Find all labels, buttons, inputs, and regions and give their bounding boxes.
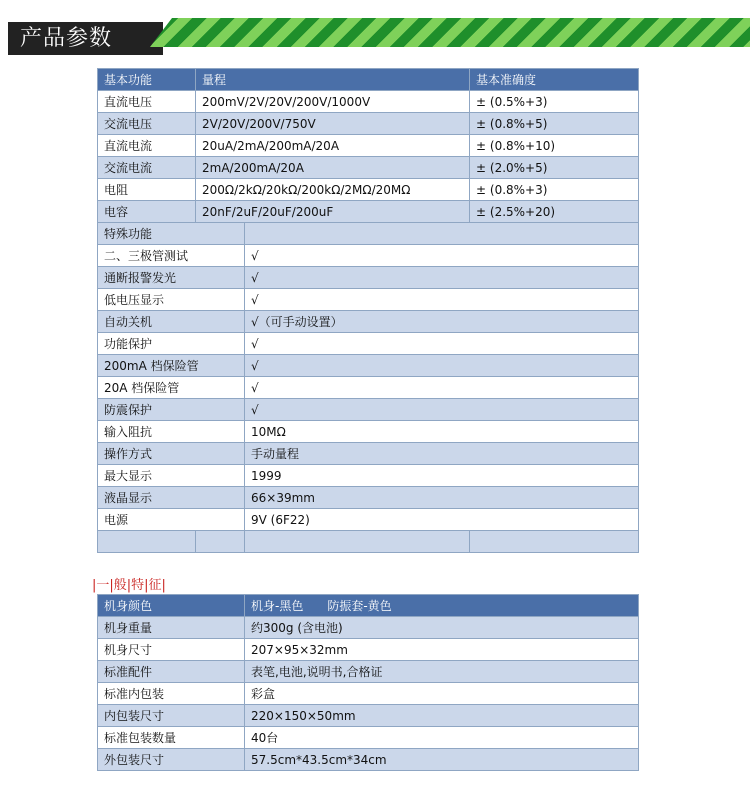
row-label: 电阻 — [98, 179, 196, 201]
row-label: 交流电流 — [98, 157, 196, 179]
row-value: √ — [245, 333, 639, 355]
row-label: 20A 档保险管 — [98, 377, 245, 399]
row-value: √ — [245, 245, 639, 267]
row-value: 手动量程 — [245, 443, 639, 465]
row-value: √ — [245, 267, 639, 289]
row-label: 低电压显示 — [98, 289, 245, 311]
row-label: 功能保护 — [98, 333, 245, 355]
row-label: 电容 — [98, 201, 196, 223]
row-value: 9V (6F22) — [245, 509, 639, 531]
table-row — [98, 377, 639, 399]
section-header — [0, 14, 750, 54]
col-header-range: 量程 — [196, 69, 470, 91]
empty-cell — [470, 531, 639, 553]
row-value: 1999 — [245, 465, 639, 487]
table-row — [98, 749, 639, 771]
special-header: 特殊功能 — [98, 223, 245, 245]
row-value: 40台 — [245, 727, 639, 749]
row-value: 彩盒 — [245, 683, 639, 705]
table-row — [98, 487, 639, 509]
row-label: 直流电压 — [98, 91, 196, 113]
row-label: 标准配件 — [98, 661, 245, 683]
special-header-row — [98, 223, 639, 245]
table-row — [98, 355, 639, 377]
table-row — [98, 727, 639, 749]
row-range: 20uA/2mA/200mA/20A — [196, 135, 470, 157]
row-range: 200mV/2V/20V/200V/1000V — [196, 91, 470, 113]
table-row — [98, 399, 639, 421]
table-row — [98, 705, 639, 727]
row-value: √ — [245, 377, 639, 399]
row-label: 最大显示 — [98, 465, 245, 487]
row-value: 57.5cm*43.5cm*34cm — [245, 749, 639, 771]
row-label: 直流电流 — [98, 135, 196, 157]
row-label: 标准内包装 — [98, 683, 245, 705]
row-label: 电源 — [98, 509, 245, 531]
row-value: 207×95×32mm — [245, 639, 639, 661]
row-label: 液晶显示 — [98, 487, 245, 509]
col-header-function: 基本功能 — [98, 69, 196, 91]
empty-cell — [245, 531, 470, 553]
row-value: 表笔,电池,说明书,合格证 — [245, 661, 639, 683]
spec-table-header — [98, 69, 639, 91]
row-range: 2V/20V/200V/750V — [196, 113, 470, 135]
decorative-stripe — [150, 18, 750, 47]
row-value: √ — [245, 355, 639, 377]
table-row — [98, 157, 639, 179]
empty-cell — [196, 531, 245, 553]
table-row — [98, 289, 639, 311]
row-value: 220×150×50mm — [245, 705, 639, 727]
table-row — [98, 135, 639, 157]
table-row — [98, 267, 639, 289]
empty-cell — [245, 223, 639, 245]
spec-table — [97, 68, 639, 553]
table-row — [98, 311, 639, 333]
row-value: 机身-黑色 防振套-黄色 — [245, 595, 639, 617]
row-accuracy: ± (0.8%+3) — [470, 179, 639, 201]
row-label: 外包装尺寸 — [98, 749, 245, 771]
table-row — [98, 245, 639, 267]
table-row — [98, 617, 639, 639]
table-row — [98, 201, 639, 223]
general-table — [97, 594, 639, 771]
table-row — [98, 509, 639, 531]
row-label: 自动关机 — [98, 311, 245, 333]
row-accuracy: ± (2.5%+20) — [470, 201, 639, 223]
table-row — [98, 639, 639, 661]
row-range: 2mA/200mA/20A — [196, 157, 470, 179]
row-accuracy: ± (0.5%+3) — [470, 91, 639, 113]
row-accuracy: ± (0.8%+5) — [470, 113, 639, 135]
row-label: 标准包装数量 — [98, 727, 245, 749]
table-row — [98, 91, 639, 113]
row-range: 20nF/2uF/20uF/200uF — [196, 201, 470, 223]
row-label: 防震保护 — [98, 399, 245, 421]
row-accuracy: ± (0.8%+10) — [470, 135, 639, 157]
table-row — [98, 683, 639, 705]
row-label: 通断报警发光 — [98, 267, 245, 289]
row-value: √（可手动设置） — [245, 311, 639, 333]
row-accuracy: ± (2.0%+5) — [470, 157, 639, 179]
table-row — [98, 595, 639, 617]
row-value: √ — [245, 399, 639, 421]
row-range: 200Ω/2kΩ/20kΩ/200kΩ/2MΩ/20MΩ — [196, 179, 470, 201]
col-header-accuracy: 基本准确度 — [470, 69, 639, 91]
row-label: 二、三极管测试 — [98, 245, 245, 267]
general-section-title: |一|般|特|征| — [92, 578, 166, 593]
table-row — [98, 443, 639, 465]
section-title: 产品参数 — [8, 22, 163, 55]
table-row — [98, 113, 639, 135]
table-row — [98, 333, 639, 355]
row-label: 内包装尺寸 — [98, 705, 245, 727]
row-label: 机身重量 — [98, 617, 245, 639]
empty-row — [98, 531, 639, 553]
row-value: 66×39mm — [245, 487, 639, 509]
table-row — [98, 179, 639, 201]
row-label: 交流电压 — [98, 113, 196, 135]
row-label: 操作方式 — [98, 443, 245, 465]
row-value: √ — [245, 289, 639, 311]
row-label: 200mA 档保险管 — [98, 355, 245, 377]
row-value: 10MΩ — [245, 421, 639, 443]
table-row — [98, 421, 639, 443]
row-label: 机身尺寸 — [98, 639, 245, 661]
row-label: 输入阻抗 — [98, 421, 245, 443]
table-row — [98, 661, 639, 683]
row-label: 机身颜色 — [98, 595, 245, 617]
row-value: 约300g (含电池) — [245, 617, 639, 639]
table-row — [98, 465, 639, 487]
empty-cell — [98, 531, 196, 553]
